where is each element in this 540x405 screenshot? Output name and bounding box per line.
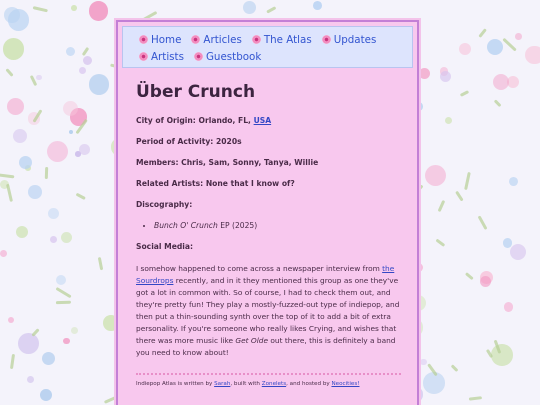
- discography-list: [154, 221, 401, 230]
- flower-decoration: [487, 39, 503, 55]
- leaf-decoration: [478, 29, 487, 39]
- flower-decoration: [56, 275, 66, 285]
- nav-home[interactable]: [139, 34, 181, 46]
- flower-decoration: [8, 317, 14, 323]
- nav-updates[interactable]: [322, 34, 377, 46]
- flower-decoration: [40, 389, 52, 401]
- flower-icon: [139, 35, 148, 44]
- flower-decoration: [89, 1, 109, 21]
- flower-decoration: [42, 352, 55, 365]
- leaf-decoration: [460, 90, 469, 97]
- flower-decoration: [420, 359, 426, 365]
- neocities-link[interactable]: Neocities!: [331, 381, 360, 387]
- flower-decoration: [50, 236, 57, 243]
- members-label: Members:: [136, 158, 179, 167]
- origin-country-link[interactable]: USA: [253, 116, 272, 125]
- flower-decoration: [0, 250, 7, 257]
- nav-label: Home: [151, 33, 182, 46]
- leaf-decoration: [451, 364, 459, 372]
- footer: [136, 381, 401, 387]
- leaf-decoration: [10, 354, 15, 369]
- description-text: recently, and in it they mentioned this group as one they've got a lot in common with. So of course, I had to check them out, and they're pretty fun! They play a mostly-fuzzed-out type of indiepop, and then put a thin-sounding synth over the top of it to add a bit of extra personality. If you're someone who really likes Crying, and wishes that there was more music like: [136, 276, 400, 345]
- nav-the-atlas[interactable]: [252, 34, 312, 46]
- flower-decoration: [69, 130, 73, 134]
- flower-decoration: [13, 129, 27, 143]
- leaf-decoration: [6, 184, 13, 202]
- leaf-decoration: [98, 257, 103, 271]
- leaf-decoration: [56, 300, 71, 304]
- leaf-decoration: [75, 192, 86, 200]
- discography-label: Discography:: [136, 200, 193, 209]
- nav-guestbook[interactable]: [194, 51, 261, 63]
- flower-decoration: [48, 208, 59, 219]
- leaf-decoration: [455, 191, 463, 202]
- flower-decoration: [66, 47, 75, 56]
- leaf-decoration: [0, 173, 15, 178]
- footer-divider: [136, 373, 401, 375]
- leaf-decoration: [466, 272, 475, 280]
- leaf-decoration: [502, 38, 517, 52]
- footer-text: Indiepop Atlas is written by: [136, 381, 215, 387]
- leaf-decoration: [45, 167, 48, 179]
- nav-label: Guestbook: [205, 50, 262, 63]
- flower-decoration: [509, 177, 518, 186]
- flower-decoration: [19, 156, 32, 169]
- flower-decoration: [425, 165, 446, 186]
- period-label: Period of Activity:: [136, 137, 214, 146]
- nav-bar: [122, 26, 413, 68]
- origin-field: [136, 116, 401, 125]
- flower-decoration: [243, 1, 256, 14]
- flower-decoration: [16, 226, 29, 239]
- flower-decoration: [28, 185, 42, 199]
- flower-decoration: [7, 98, 24, 115]
- flower-decoration: [18, 333, 39, 354]
- nav-articles[interactable]: [191, 34, 241, 46]
- members-field: [136, 158, 401, 167]
- flower-decoration: [419, 68, 430, 79]
- leaf-decoration: [478, 215, 488, 230]
- flower-decoration: [79, 144, 90, 155]
- leaf-decoration: [438, 200, 445, 212]
- flower-decoration: [8, 9, 30, 31]
- related-label: Related Artists:: [136, 179, 204, 188]
- period-value: 2020s: [215, 137, 242, 146]
- flower-decoration: [63, 338, 69, 344]
- flower-icon: [194, 52, 203, 61]
- flower-decoration: [83, 56, 92, 65]
- page-title: Über Crunch: [136, 82, 256, 102]
- flower-icon: [139, 52, 148, 61]
- flower-decoration: [313, 1, 322, 10]
- zonelets-link[interactable]: Zonelets: [261, 381, 287, 387]
- flower-decoration: [480, 276, 491, 287]
- list-item: [154, 221, 401, 230]
- period-field: [136, 137, 401, 146]
- release-title: Bunch O' Crunch: [154, 221, 218, 230]
- flower-icon: [322, 35, 331, 44]
- flower-icon: [252, 35, 261, 44]
- leaf-decoration: [464, 172, 471, 190]
- flower-decoration: [493, 74, 509, 90]
- leaf-decoration: [267, 6, 277, 13]
- nav-label: Articles: [203, 33, 242, 46]
- flower-decoration: [3, 38, 25, 60]
- leaf-decoration: [436, 239, 446, 247]
- members-value: Chris, Sam, Sonny, Tanya, Willie: [181, 158, 319, 167]
- flower-decoration: [525, 46, 540, 64]
- nav-label: Artists: [151, 50, 184, 63]
- leaf-decoration: [494, 99, 502, 107]
- description-text: I somehow happened to come across a newspaper interview from: [136, 264, 383, 273]
- flower-decoration: [503, 238, 512, 247]
- description-paragraph: [136, 263, 401, 359]
- flower-decoration: [515, 33, 522, 40]
- nav-label: Updates: [333, 33, 377, 46]
- flower-decoration: [47, 141, 68, 162]
- leaf-decoration: [55, 287, 71, 298]
- flower-decoration: [71, 327, 78, 334]
- leaf-decoration: [6, 69, 14, 78]
- album-title: Get Olde: [235, 336, 269, 345]
- flower-icon: [191, 35, 200, 44]
- nav-label: The Atlas: [263, 33, 312, 46]
- flower-decoration: [504, 302, 513, 311]
- nav-artists[interactable]: [139, 51, 184, 63]
- flower-decoration: [61, 232, 73, 244]
- origin-label: City of Origin:: [136, 116, 196, 125]
- flower-decoration: [459, 43, 471, 55]
- description-text: out there, this is definitely a band you need to know about!: [136, 336, 396, 357]
- related-value: None that I know of?: [205, 179, 295, 188]
- flower-decoration: [445, 117, 452, 124]
- footer-text: , and hosted by: [286, 381, 332, 387]
- author-link[interactable]: Sarah: [214, 381, 231, 387]
- related-field: [136, 179, 401, 188]
- sourdrops-link[interactable]: the Sourdrops: [136, 264, 395, 285]
- flower-decoration: [89, 74, 110, 95]
- social-label: Social Media:: [136, 242, 194, 251]
- flower-decoration: [27, 376, 34, 383]
- flower-decoration: [36, 75, 41, 80]
- leaf-decoration: [469, 397, 482, 402]
- flower-decoration: [510, 244, 527, 261]
- leaf-decoration: [33, 6, 48, 12]
- page-container: [116, 20, 419, 405]
- origin-city: Orlando, FL,: [198, 116, 251, 125]
- flower-decoration: [440, 71, 451, 82]
- main-content: [118, 68, 417, 387]
- flower-decoration: [79, 67, 86, 74]
- flower-decoration: [491, 344, 512, 365]
- footer-text: , built with: [230, 381, 262, 387]
- flower-decoration: [71, 5, 77, 11]
- release-type: EP (2025): [220, 221, 258, 230]
